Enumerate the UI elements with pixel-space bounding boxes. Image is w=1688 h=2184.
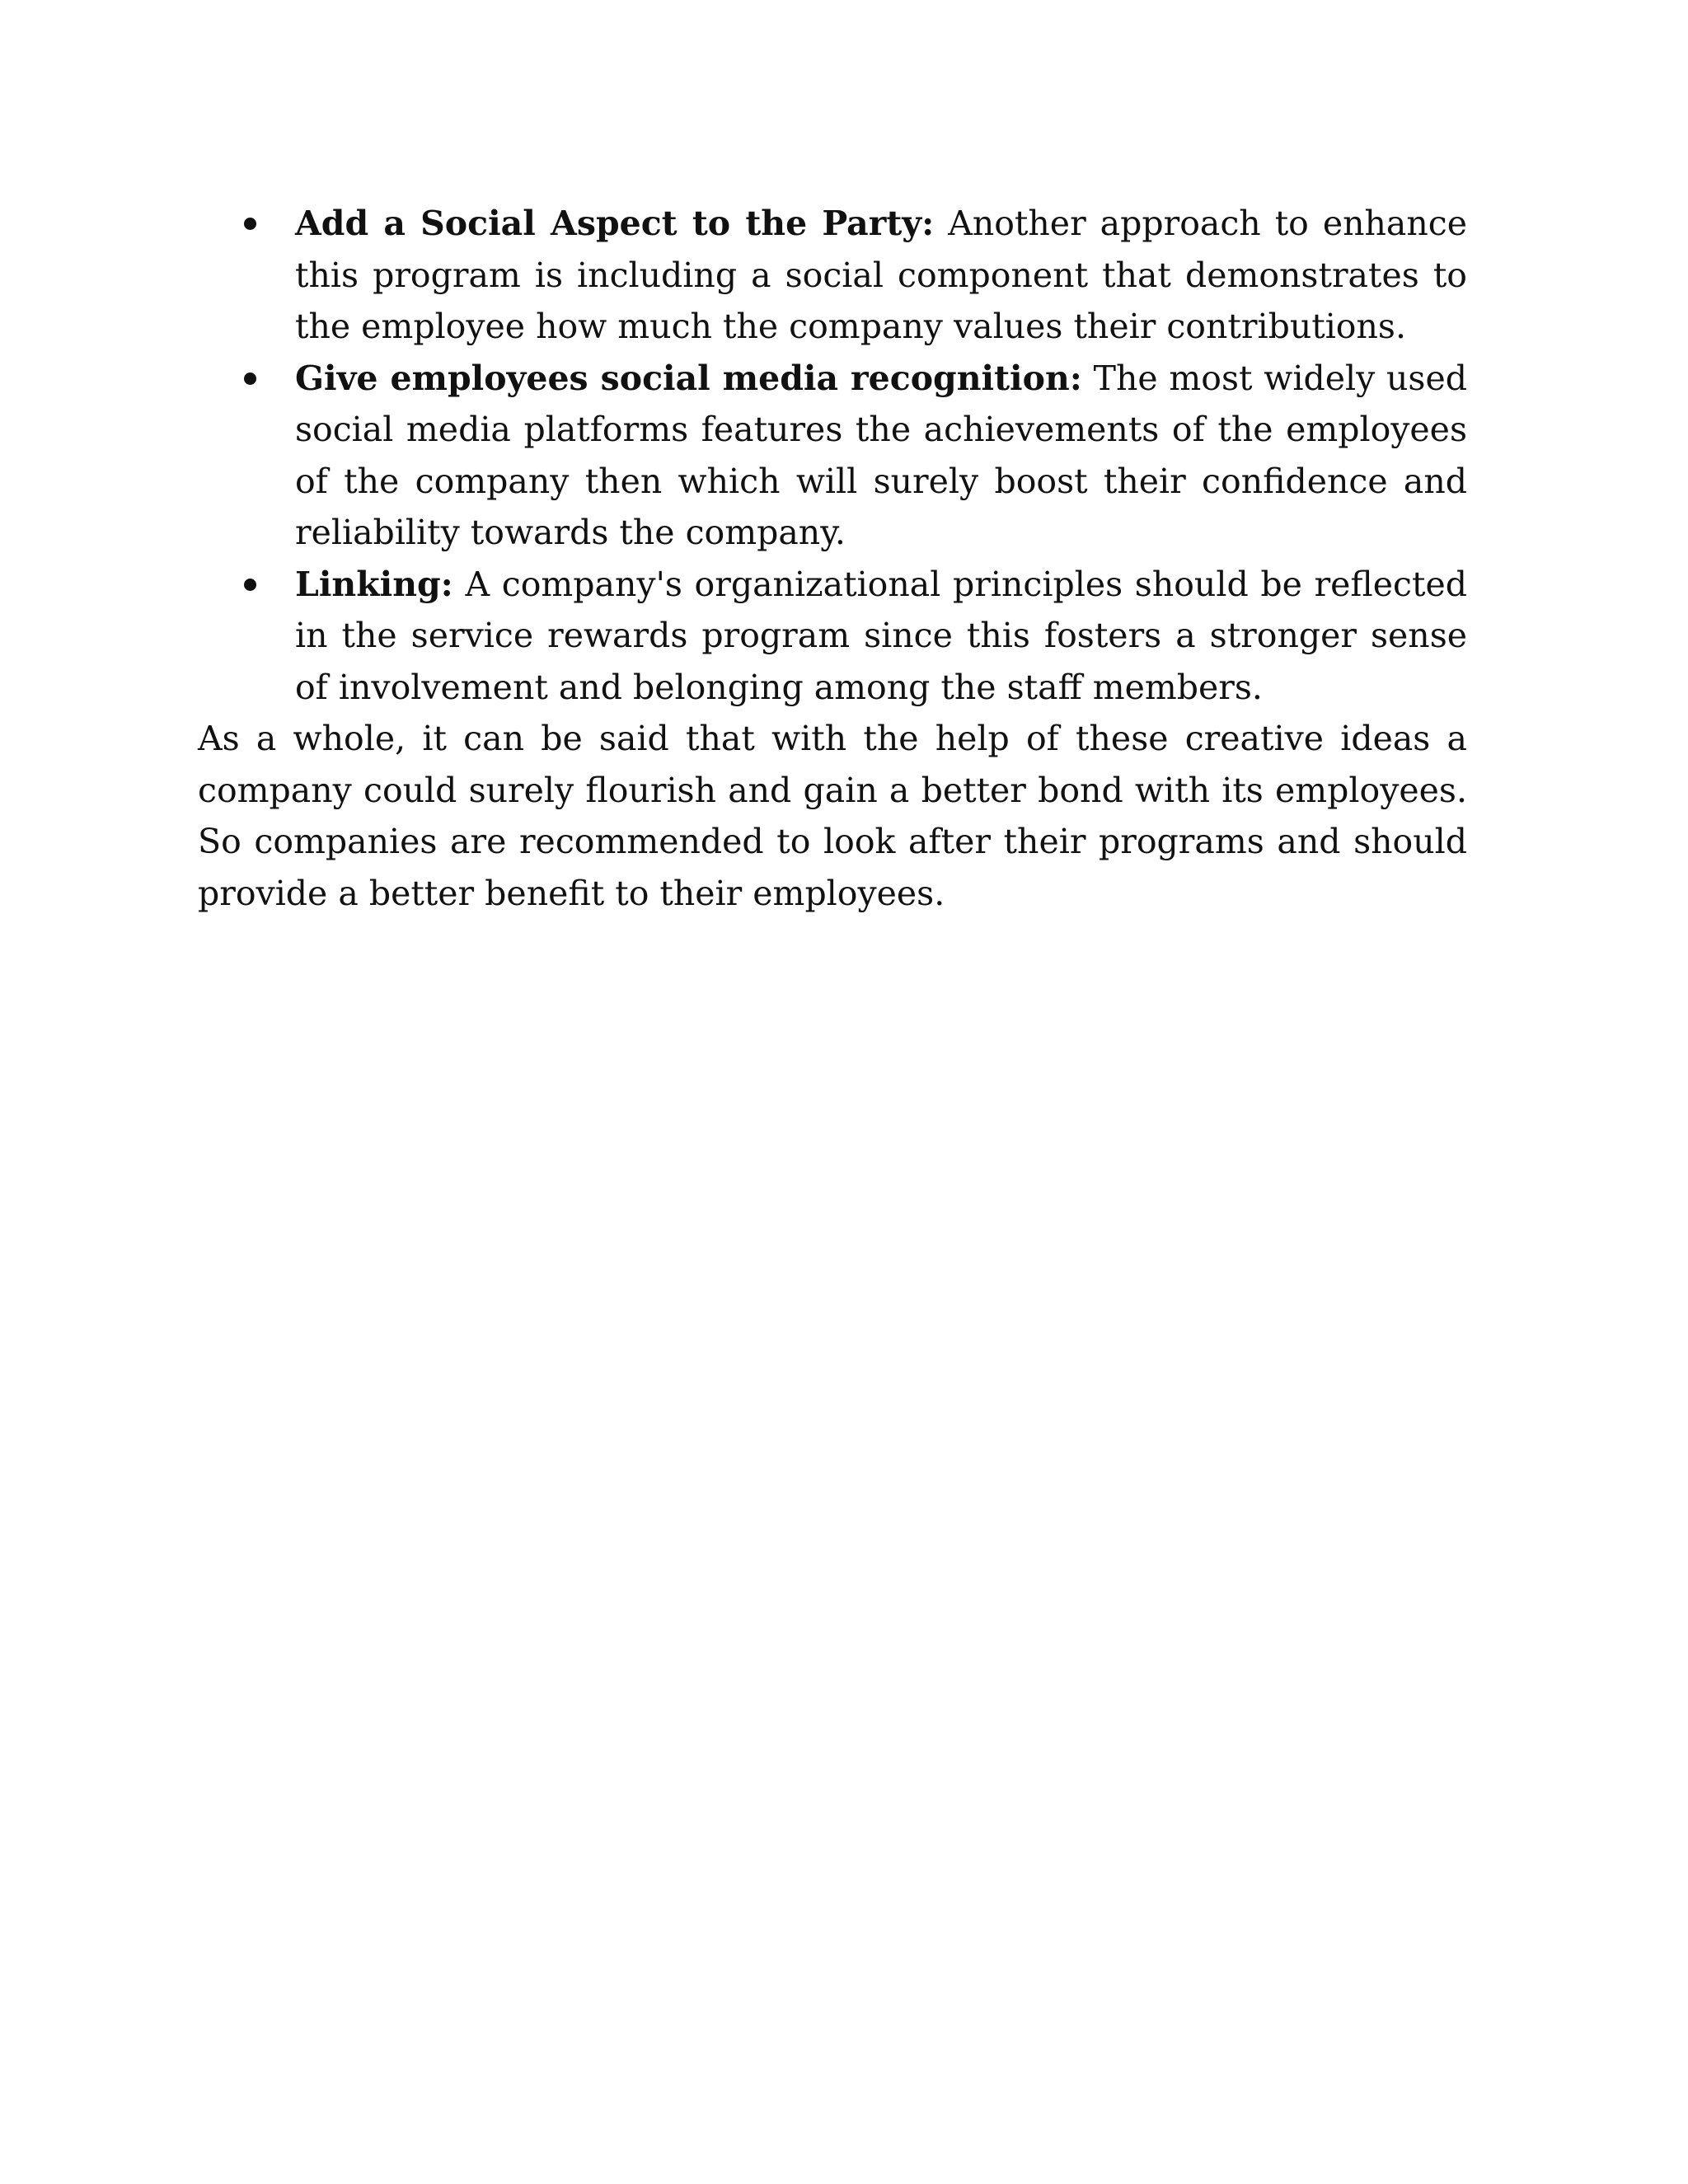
bullet-text: Another approach to enhance this program is including a social component that demonstrates to the employee how much the company values their contributions. bbox=[295, 204, 1467, 346]
closing-paragraph: As a whole, it can be said that with the help of these creative ideas a company could surely flourish and gain a better bond with its employees. So companies are recommended to look after their programs and should provide a better benefit to their employees. bbox=[198, 719, 1467, 913]
bullet-dot-icon bbox=[244, 579, 256, 591]
bullet-lead: Linking: bbox=[295, 564, 453, 604]
bullet-list bbox=[198, 198, 1467, 713]
bullet-text: The most widely used social media platforms features the achievements of the employees of the company then which will surely boost their confidence and reliability towards the company. bbox=[295, 358, 1467, 552]
bullet-item-social-media bbox=[295, 353, 1467, 559]
bullet-dot-icon bbox=[244, 218, 256, 230]
bullet-text: A company's organizational principles should be reflected in the service rewards program since this fosters a stronger sense of involvement and belonging among the staff members. bbox=[295, 564, 1467, 707]
bullet-item-linking bbox=[295, 559, 1467, 714]
bullet-item-social-aspect bbox=[295, 198, 1467, 353]
bullet-lead: Add a Social Aspect to the Party: bbox=[295, 204, 935, 243]
bullet-dot-icon bbox=[244, 373, 256, 385]
document-body bbox=[198, 198, 1467, 919]
bullet-lead: Give employees social media recognition: bbox=[295, 358, 1082, 398]
